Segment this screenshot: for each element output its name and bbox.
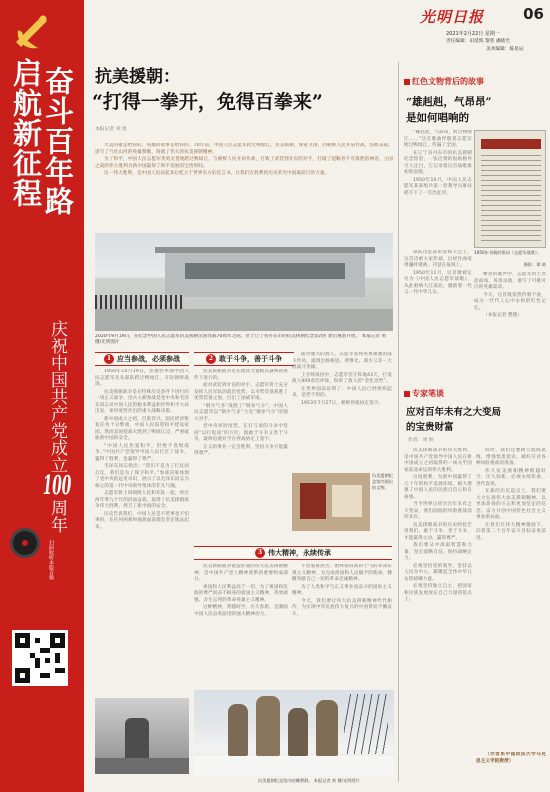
play-icon [22, 540, 28, 546]
section-2-body-left: 抗美援朝战争是在敌我力量极其悬殊的条件下进行的。 面对武装到牙齿的对手，志愿军将士充分发挥人民军队的政治优势，以劣势装备战胜了优势装备之敌，打出了国威军威。 “钢少气多”战胜了“钢多气少”。中国人民志愿军以“钢少气多”力克“钢多气少”的强大对手。 党中央审时度势，在打与谈的斗争中坚持“以打促谈”的方针，既敢于斗争又善于斗争，最终迫使对手在停战协定上签字。 正义的事业一定会胜利，坚持斗争方能赢得尊严。 [194, 369, 288, 456]
main-photo-caption: 2020年9月19日，在纪念中国人民志愿军抗美援朝出国作战70周年之际，位于辽宁省丹东市的抗美援朝纪念馆改扩建后重新开放。 本报记者 黄 摄/光明图片 [95, 334, 387, 345]
top-story-body-1: “雄赳赳，气昂昂，跨过鸭绿江……”这首歌曲伴随着志愿军跨过鸭绿江，传遍了全国。 在辽宁省丹东市的抗美援朝纪念馆里，一张泛黄的报纸格外引人注目，它记录着这首战歌最初的面貌。 1950年10月，中国人民志愿军某部炮兵第一营教导员麻扶摇写下了一首出征诗。 [404, 130, 472, 196]
sculpture-figure-1 [228, 704, 248, 756]
artifact-photo [292, 473, 370, 531]
bottom-story-author: 作者：刘 炳 [408, 438, 434, 443]
bottom-story-body-1: 抗美援朝战争的伟大胜利，是中国共产党领导中国人民在新中国成立之初取得的一场关乎国家前途命运的伟大胜利。 这场胜利，为新中国赢得了几十年的和平发展环境，极大增强了中国人民的民族自信心和自豪感。 当今世界正经历百年未有之大变局，我们面临的风险挑战前所未有。 抗美援朝战争的历史经验告诉我们，敢于斗争、善于斗争，才能赢得主动、赢得尊严。 我们要从中汲取智慧和力量，坚定战略自信，保持战略定力。 必须坚持党的领导，坚持以人民为中心，凝聚起全体中华儿女的磅礴力量。 必须坚持独立自主，把国家和民族发展放在自己力量的基点上。 [404, 448, 472, 602]
sculpture-figure-4 [316, 700, 338, 756]
museum-roof [155, 247, 375, 253]
masthead [420, 6, 546, 60]
section-2-header [194, 352, 294, 366]
tag-bullet-icon [404, 79, 410, 85]
qr-icon [15, 633, 65, 683]
article-kicker: 抗美援朝： [95, 67, 180, 87]
newspaper-text [481, 155, 541, 241]
plaza [95, 309, 393, 331]
bottom-story-title-2: 的宝贵财富 [406, 422, 454, 433]
bare-trees [344, 694, 388, 754]
section-3-title: 伟大精神，永续传承 [268, 548, 331, 557]
celebrate-line [44, 320, 70, 533]
left-rail [0, 0, 84, 792]
newspaper-header [481, 139, 541, 149]
tag-bullet-icon-2 [404, 391, 410, 397]
top-story-body-2: 部队出征前的誓师大会上，这首诗被大家传诵，后经作曲家周巍峙谱曲，刊登在报纸上。 1950年11月，这首歌被定名为《中国人民志愿军战歌》，从此唱响大江南北，激励着一代又一代中华儿女。 [404, 250, 472, 295]
anniversary-years: 100 [42, 473, 72, 499]
section-1-number: 1 [104, 354, 114, 364]
artifact-photo-caption: 抗美援朝纪念馆内展出的文物。 [372, 473, 393, 490]
bottom-section-tag [404, 388, 444, 399]
section-3-body-right: 不畏艰难困苦、始终保持高昂士气的革命乐观主义精神，为完成祖国和人民赋予的使命、慷慨奉献自己一切的革命忠诚精神。 为了人类和平与正义事业而奋斗的国际主义精神。 今天，我们要让伟大抗美援朝精神代代相传，为实现中华民族伟大复兴的中国梦而不懈奋斗。 [292, 564, 392, 617]
wartime-ground [95, 758, 189, 774]
sculpture-figure-3 [288, 708, 308, 756]
paper-logo: 光明日报 [420, 8, 485, 26]
audio-disc[interactable] [10, 528, 40, 558]
section-2-body-right: 面对强大的敌人，志愿军发扬英勇顽强的战斗作风，涌现出杨根思、黄继光、邱少云等一大批战斗英雄。 上甘岭战役中，志愿军坚守阵地43天，打退敌人900余次冲锋，粉碎了敌人的“金化攻势”。 在世界面前证明了：中国人民已经组织起来，是惹不得的。 1953年7月27日，朝鲜停战协定签字。 [292, 352, 392, 406]
editor-line-2: 美术编辑：陈星辰 [486, 47, 524, 52]
snow-ground [194, 756, 394, 776]
top-section-tag-text: 红色文物背后的故事 [412, 76, 484, 86]
sculpture-photo [194, 690, 394, 776]
top-photo-source: 摄影：郑 萌 [523, 262, 546, 267]
museum-window-band [185, 263, 345, 279]
right-column-divider [398, 62, 399, 782]
page-number: 06 [523, 5, 544, 23]
bottom-story-title-1: 应对百年未有之大变局 [406, 407, 502, 418]
top-section-tag [404, 76, 484, 87]
editor-line-1: 责任编辑：田延辉 黎慈 潘晓光 [446, 39, 510, 44]
celebrate-text: 庆祝中国共产党成立 [47, 320, 67, 473]
museum-photo [95, 233, 393, 331]
slogan-bottom: 启航新征程 [9, 58, 43, 208]
bottom-story-body-2: 同时，我们还要树立底线思维，增强忧患意识，做好应对各种风险挑战的准备。 伟大抗美援朝精神跨越时空、历久弥新，必须永续传承、世代发扬。 在新的历史起点上，我们要大力弘扬伟大抗美援朝精神，以更加昂扬的斗志和更加坚定的信念，奋力开创中国特色社会主义事业新局面。 让我们在伟大精神激励下，向着第二个百年奋斗目标奋勇前进。 [476, 448, 546, 541]
qr-code[interactable] [12, 630, 68, 686]
artifact-item-2 [332, 485, 362, 517]
top-story-title-1: “雄赳赳，气昂昂” [406, 96, 492, 108]
author-bio: （作者系中国政法大学马克思主义学院教授） [476, 752, 546, 764]
bottom-photo-caption: 抗美援朝纪念馆内的雕塑群。 本报记者 黄 摄/光明图片 [258, 778, 360, 783]
editor-note: 大美的歌是给你的，英雄的故事是给你的。70年前，中国人民志愿军跨过鸭绿江，抗美援朝，保家卫国，同朝鲜人民并肩作战，浴血奋战，谱写了气壮山河的英雄赞歌，铸就了伟大的抗美援朝精神。 为了和平，中国人民志愿军英勇无畏地跨过鸭绿江，与朝鲜人民并肩作战，打败了武装到牙齿的对手，打破了侵略者不可战胜的神话，立国之战的伟大胜利为新中国赢得了和平发展的宝贵时间。 这一伟大胜利，是中国人民站起来后屹立于世界东方的宣言书。让我们在胜利的历史荣光中汲取前行的力量。 [95, 143, 393, 176]
article-headline: “打得一拳开，免得百拳来” [92, 91, 323, 113]
section-3-number: 3 [255, 548, 265, 558]
section-3-header [194, 546, 392, 560]
song-newspaper-photo [474, 130, 546, 248]
visitor-crowd [95, 295, 185, 309]
party-emblem-icon [10, 10, 54, 54]
section-1-header [95, 352, 189, 366]
artifact-item-1 [300, 483, 326, 519]
section-2-title: 敢于斗争，善于斗争 [219, 354, 282, 363]
issue-date: 2021年2月22日 星期一 [446, 31, 500, 37]
top-photo-caption: 1950年刊载的歌词《志愿军战歌》。 [474, 250, 542, 255]
anniversary-unit: 周年 [47, 499, 67, 533]
top-story-title-2: 是如何唱响的 [406, 112, 469, 124]
section-1-title: 应当参战，必须参战 [117, 354, 180, 363]
section-1-body: 1950年10月19日，彭德怀率领中国人民志愿军先头部队跨过鸭绿江，开赴朝鲜战场。 抗美援朝战争是在特殊历史条件下进行的一场正义战争，出兵入朝参战是党中央和毛泽东同志从中国人民的根本利益和世界和平大局出发，审时度势作出的重大战略决策。 新中国成立之初，百废待兴，国民经济恢复任务十分繁重，中国人民渴望和平建设家园。然而美国把战火烧到了鸭绿江边，严重威胁新中国的安全。 “中国人民热爱和平，但绝不畏惧战争。”中国共产党领导中国人民打过了战争，赢得了胜利，也赢得了尊严。 毛泽东同志指出：“我们不是为了打仗而打仗，我们是为了保卫和平。”参战决策体现了党中央的远见卓识，展示了以毛泽东同志为核心的第一代中央领导集体的非凡气魄。 志愿军将士同朝鲜人民和军队一起，经过两年零九个月的浴血奋战，取得了抗美援朝战争伟大胜利，捍卫了新中国的安全。 历史告诉我们，中国人民是不惹事也不怕事的，在任何困难和强敌面前都会坚定地站起来。 [95, 369, 189, 530]
wartime-photo [95, 698, 189, 774]
article-byline: 本报记者 刘 勇 [95, 127, 127, 132]
slogan-top: 奋斗百年路 [41, 66, 75, 216]
section-2-number: 2 [206, 354, 216, 364]
top-story-body-3: 嘹亮的歌声中，志愿军将士奔赴战场，英勇杀敌，谱写了可歌可泣的英雄篇章。 今天，这首歌依然传唱不衰，成为一代代人心中永恒的红色记忆。 （本报记者 整理） [474, 272, 546, 318]
section-3-body-left: 抗美援朝战争锻造形成的伟大抗美援朝精神，是中国共产党人精神谱系的重要组成部分。 祖国和人民利益高于一切、为了祖国和民族的尊严而奋不顾身的爱国主义精神，英勇顽强、舍生忘死的革命英雄主义精神。 这种精神，穿越时空，历久弥新，是激励中国人民奋勇前进的强大精神动力。 [194, 564, 288, 617]
sculpture-figure-2 [256, 696, 280, 756]
qr-note: 扫码收听本版音频 [48, 540, 54, 580]
bottom-section-tag-text: 专家笔谈 [412, 388, 444, 398]
